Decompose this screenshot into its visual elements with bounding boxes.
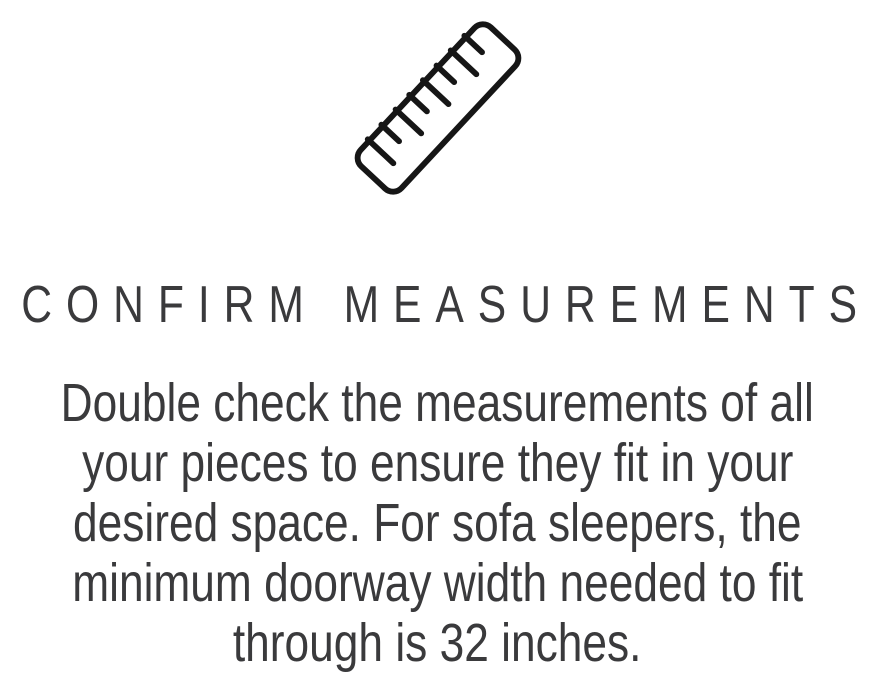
ruler-icon [338,8,538,208]
body-line-4: minimum doorway width needed to fit [72,553,803,613]
body-line-1: Double check the measurements of all [60,373,815,433]
body-line-2: your pieces to ensure they fit in your [81,433,794,493]
body-line-3: desired space. For sofa sleepers, the [73,493,802,553]
ruler-body [352,19,522,196]
section-heading [0,276,875,334]
body-line-5: through is 32 inches. [233,613,642,673]
body-paragraph [0,373,875,673]
page-title: CONFIRM MEASUREMENTS [21,276,871,334]
